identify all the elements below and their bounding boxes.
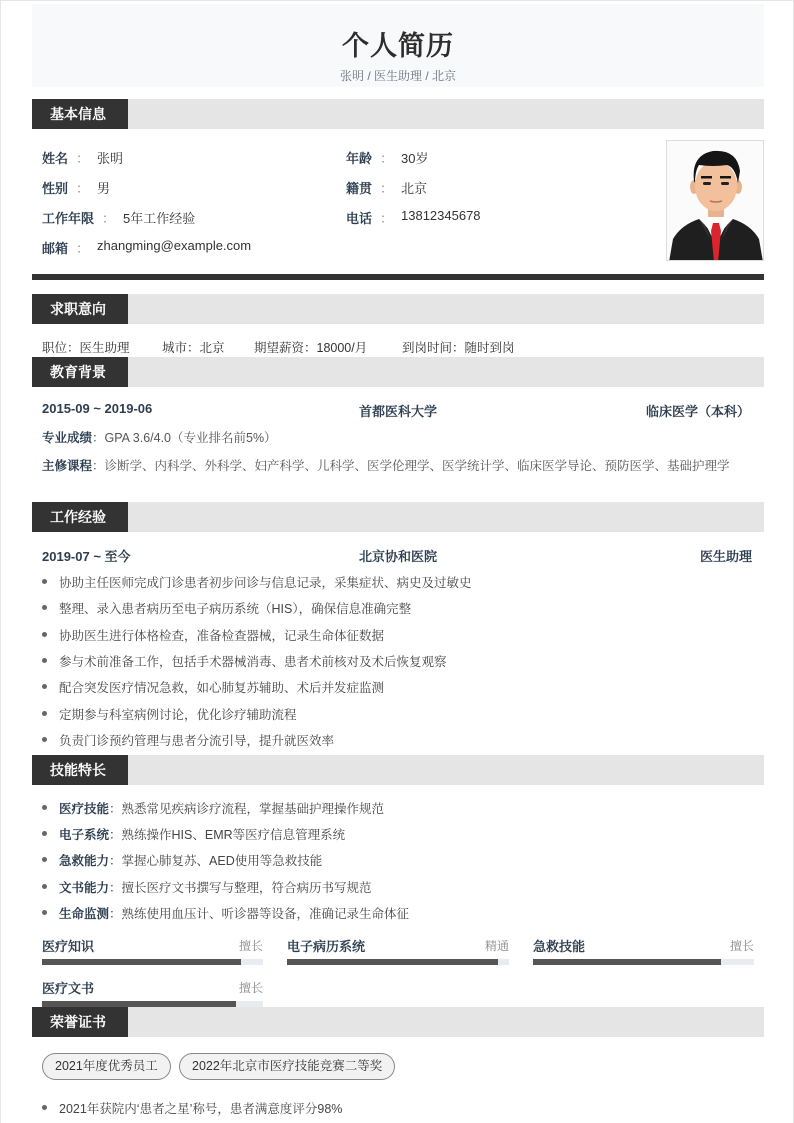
education-period: 2015-09 ~ 2019-06 — [42, 401, 153, 416]
skill-bar-level: 擅长 — [239, 981, 264, 995]
portrait-icon — [667, 141, 764, 261]
colon: ： — [380, 181, 394, 196]
work-bullet: 参与术前准备工作，包括手术器械消毒、患者术前核对及术后恢复观察 — [42, 652, 447, 670]
intent-position: 职位：医生助理 — [42, 341, 130, 355]
skill-label: 文书能力 — [59, 881, 110, 895]
section-title: 基本信息 — [32, 99, 128, 129]
skill-item — [42, 825, 345, 843]
section-title: 教育背景 — [32, 357, 128, 387]
work-bullet: 负责门诊预约管理与患者分流引导，提升就医效率 — [42, 731, 334, 749]
skill-label: 生命监测 — [59, 907, 110, 921]
section-divider — [32, 274, 764, 280]
skill-item — [42, 799, 384, 817]
skill-bar-name: 电子病历系统 — [287, 939, 366, 954]
education-school: 首都医科大学 — [359, 404, 438, 419]
age-value: 30岁 — [401, 151, 429, 166]
work-years-label: 工作年限 — [42, 211, 95, 226]
skill-item — [42, 851, 322, 869]
intent-salary: 期望薪资：18000/月 — [254, 341, 368, 355]
page-subtitle: 张明 / 医生助理 / 北京 — [339, 69, 456, 83]
hometown-value: 北京 — [401, 181, 428, 196]
gender-value: 男 — [97, 181, 111, 196]
skill-bar-fill — [42, 959, 241, 965]
skill-item — [42, 878, 372, 896]
skill-bar-track — [533, 959, 754, 965]
section-header-job-intent — [32, 294, 764, 324]
section-title: 技能特长 — [32, 755, 128, 785]
skill-bar-track — [42, 959, 263, 965]
work-period: 2019-07 ~ 至今 — [42, 549, 131, 564]
work-years-value: 5年工作经验 — [123, 211, 196, 226]
intent-city: 城市：北京 — [162, 341, 225, 355]
page-title: 个人简历 — [342, 31, 454, 61]
skill-bar-name: 急救技能 — [533, 939, 586, 954]
work-role: 医生助理 — [699, 549, 752, 564]
section-header-basic-info — [32, 99, 764, 129]
phone-label: 电话 — [346, 211, 373, 226]
section-header-honors — [32, 1007, 764, 1037]
section-title: 荣誉证书 — [32, 1007, 128, 1037]
skill-bar-track — [287, 959, 509, 965]
skill-label: 急救能力 — [59, 854, 110, 868]
honor-tag: 2022年北京市医疗技能竞赛二等奖 — [179, 1053, 395, 1080]
skill-bar-name: 医疗知识 — [42, 939, 95, 954]
name-label: 姓名 — [42, 151, 69, 166]
colon: ： — [102, 211, 116, 226]
section-header-education — [32, 357, 764, 387]
colon: ： — [76, 151, 90, 166]
work-bullet: 协助主任医师完成门诊患者初步问诊与信息记录，采集症状、病史及过敏史 — [42, 573, 472, 591]
colon: ： — [76, 181, 90, 196]
intent-availability: 到岗时间：随时到岗 — [402, 341, 515, 355]
colon: ： — [380, 151, 394, 166]
avatar-photo — [666, 140, 764, 261]
section-header-skills — [32, 755, 764, 785]
skill-text: ：熟练操作HIS、EMR等医疗信息管理系统 — [109, 828, 346, 842]
section-header-work — [32, 502, 764, 532]
courses-value: ：诊断学、内科学、外科学、妇产科学、儿科学、医学伦理学、医学统计学、临床医学导论、预防医学、基础护理学 — [92, 459, 730, 473]
skill-label: 医疗技能 — [59, 802, 110, 816]
education-courses — [42, 456, 730, 474]
age-label: 年龄 — [346, 151, 373, 166]
gpa-value: ：GPA 3.6/4.0（专业排名前5%） — [92, 431, 277, 445]
work-bullet: 整理、录入患者病历至电子病历系统（HIS），确保信息准确完整 — [42, 599, 411, 617]
education-gpa — [42, 428, 277, 446]
skill-bar-fill — [287, 959, 498, 965]
section-title: 工作经验 — [32, 502, 128, 532]
resume-header — [32, 4, 764, 87]
colon: ： — [380, 211, 394, 226]
honor-bullet: 2021年获院内‘患者之星’称号，患者满意度评分98% — [42, 1099, 342, 1117]
work-bullet: 配合突发医疗情况急救，如心肺复苏辅助、术后并发症监测 — [42, 678, 384, 696]
section-title: 求职意向 — [32, 294, 128, 324]
gender-label: 性别 — [42, 181, 69, 196]
skill-text: ：擅长医疗文书撰写与整理，符合病历书写规范 — [109, 881, 372, 895]
gpa-label: 专业成绩 — [42, 431, 93, 445]
skill-text: ：熟练使用血压计、听诊器等设备，准确记录生命体征 — [109, 907, 410, 921]
education-major: 临床医学（本科） — [645, 404, 750, 419]
email-label: 邮箱 — [42, 241, 69, 256]
work-bullet: 定期参与科室病例讨论，优化诊疗辅助流程 — [42, 705, 297, 723]
skill-item — [42, 904, 409, 922]
skill-bar-level: 擅长 — [730, 939, 755, 953]
colon: ： — [76, 241, 90, 256]
email-value: zhangming@example.com — [97, 238, 252, 253]
work-bullet: 协助医生进行体格检查，准备检查器械，记录生命体征数据 — [42, 626, 384, 644]
phone-value: 13812345678 — [401, 208, 481, 223]
courses-label: 主修课程 — [42, 459, 93, 473]
hometown-label: 籍贯 — [346, 181, 373, 196]
skill-bar-name: 医疗文书 — [42, 981, 95, 996]
skill-text: ：熟悉常见疾病诊疗流程，掌握基础护理操作规范 — [109, 802, 385, 816]
honor-tag: 2021年度优秀员工 — [42, 1053, 171, 1080]
skill-bar-fill — [533, 959, 721, 965]
skill-text: ：掌握心肺复苏、AED使用等急救技能 — [109, 854, 323, 868]
skill-bar-level: 擅长 — [239, 939, 264, 953]
skill-label: 电子系统 — [59, 828, 110, 842]
skill-bar-level: 精通 — [485, 939, 510, 953]
name-value: 张明 — [97, 151, 124, 166]
work-company: 北京协和医院 — [359, 549, 438, 564]
